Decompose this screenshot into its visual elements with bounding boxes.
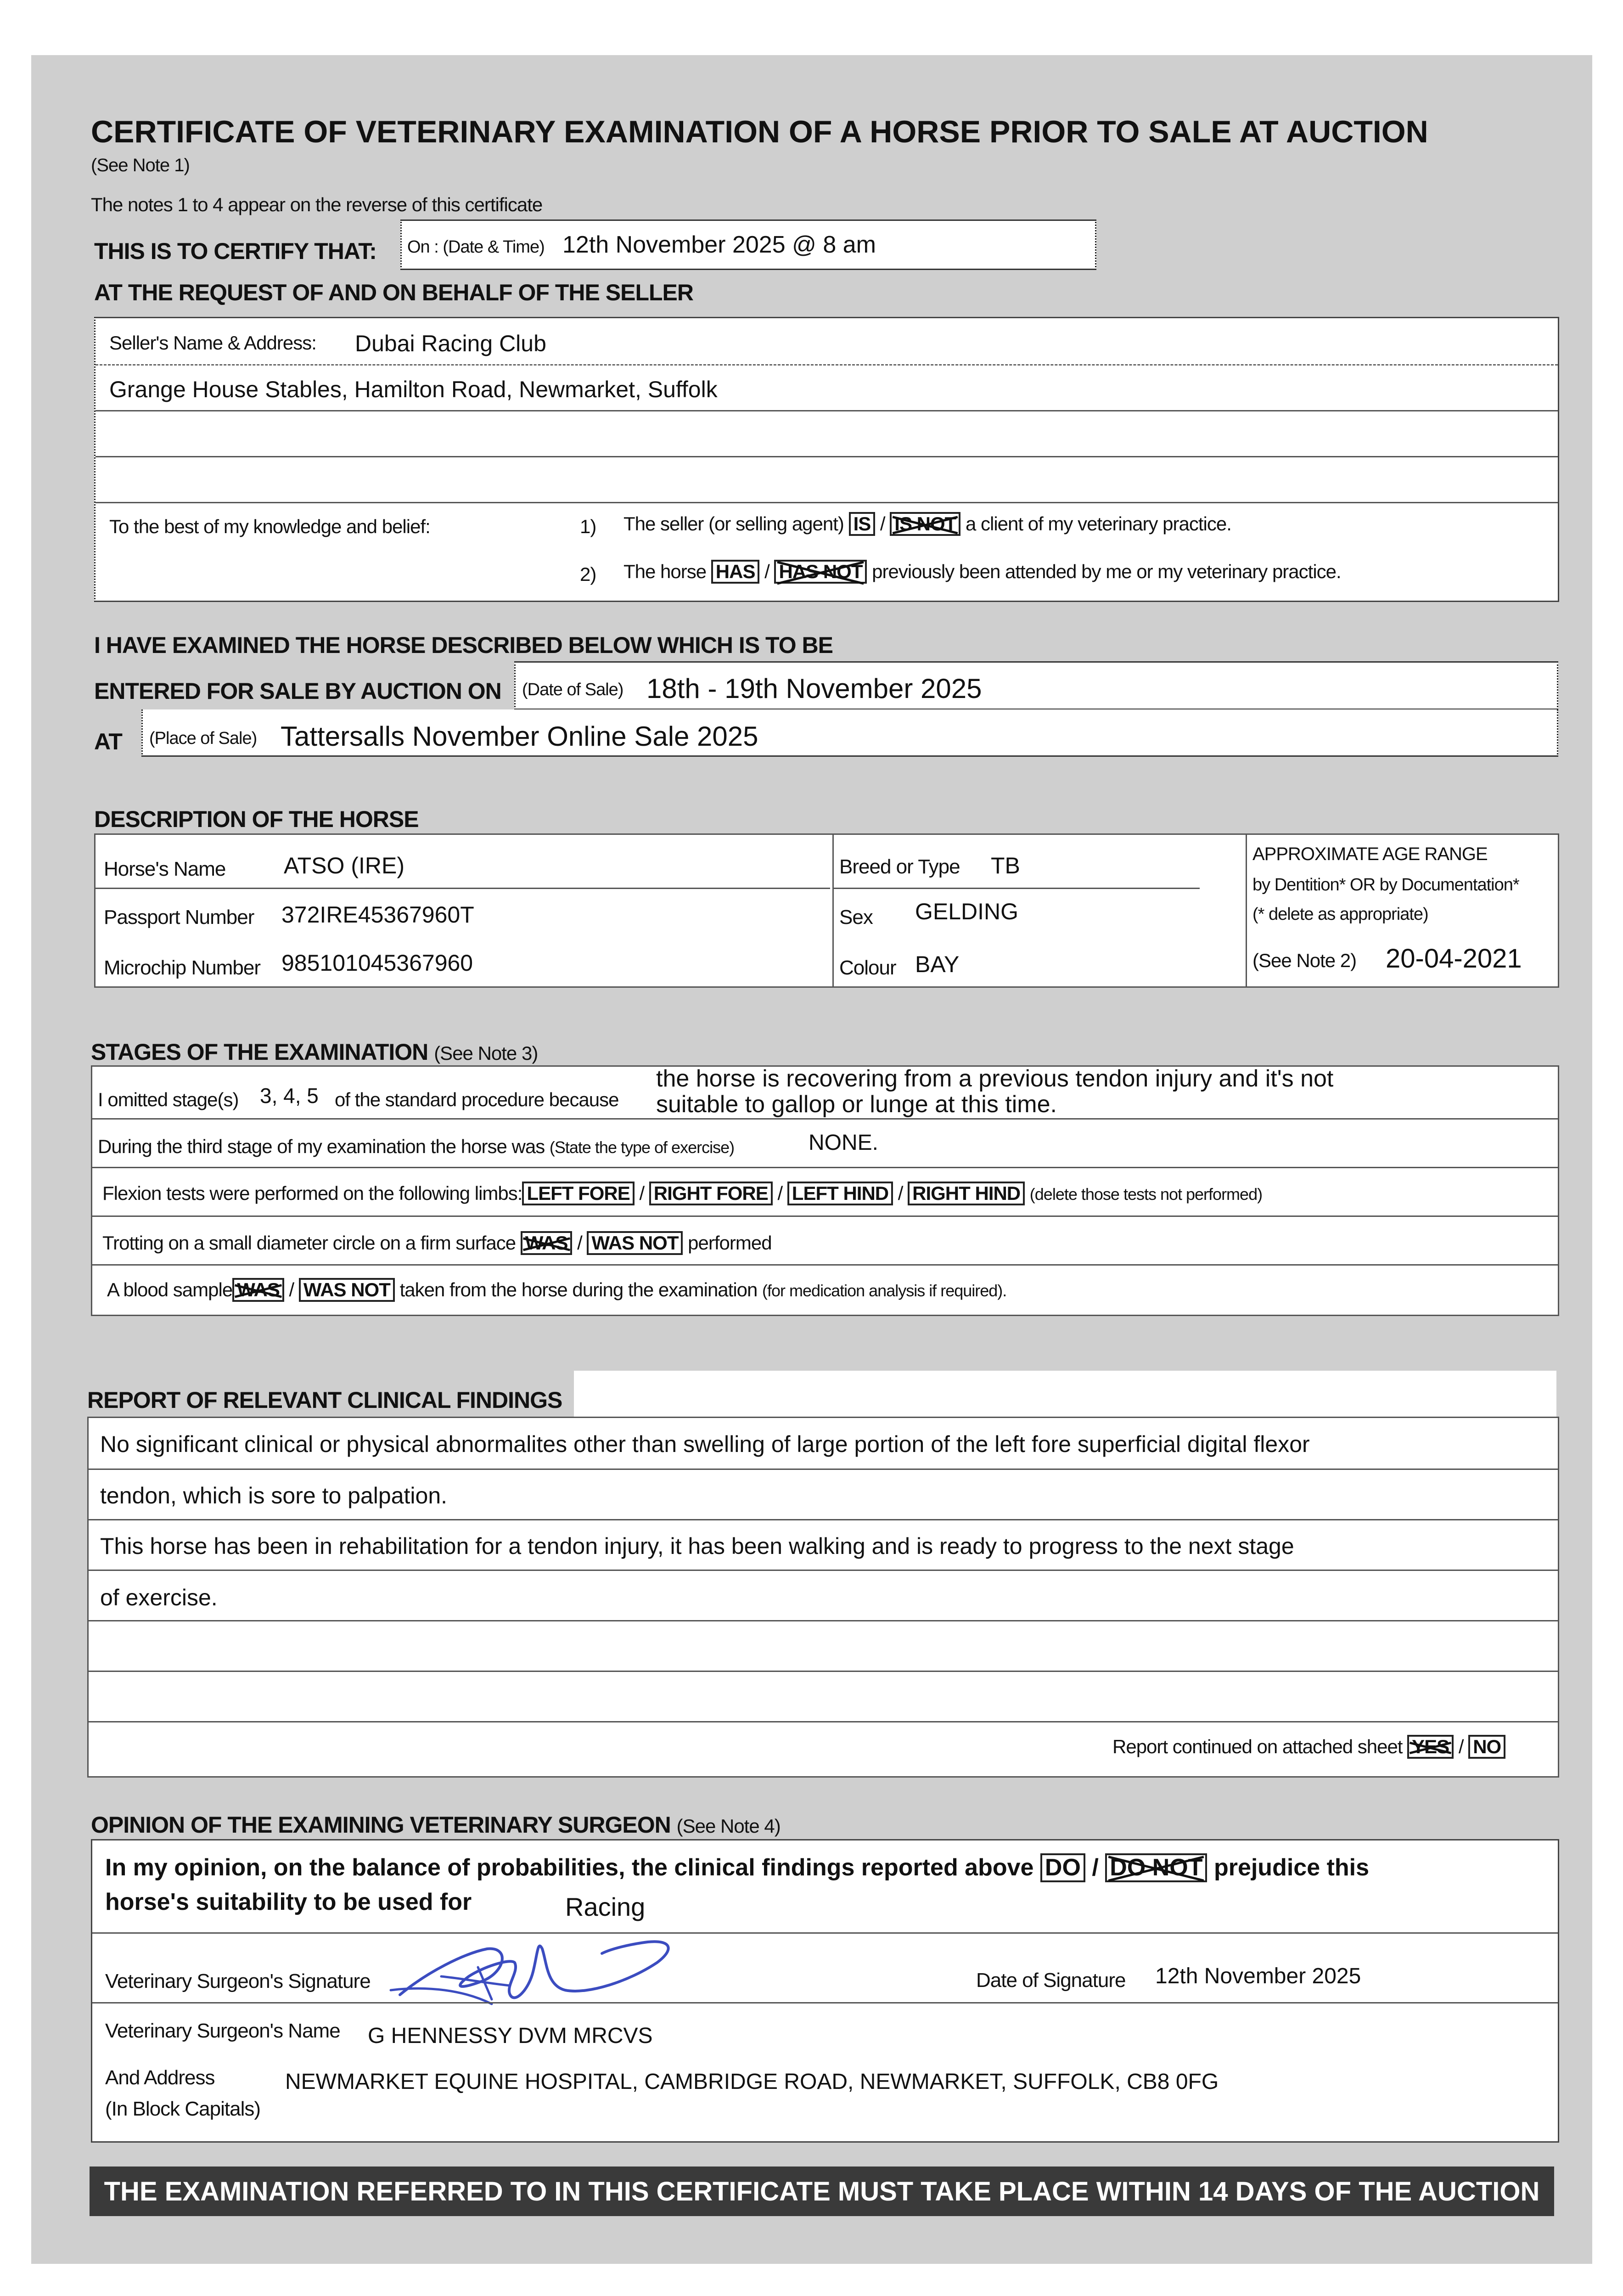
do-not-option-struck[interactable]: DO NOT <box>1105 1853 1207 1882</box>
report-continued-line: Report continued on attached sheet YES / NO <box>1112 1735 1505 1759</box>
surgeon-name: G HENNESSY DVM MRCVS <box>368 2024 653 2048</box>
third-stage-label: During the third stage of my examination the horse was <box>98 1136 545 1157</box>
trot-suffix: performed <box>688 1232 772 1254</box>
omitted-stages: 3, 4, 5 <box>260 1084 319 1108</box>
seller-address-line-1: Grange House Stables, Hamilton Road, Newmarket, Suffolk <box>109 377 718 402</box>
trot-was-not-option[interactable]: WAS NOT <box>587 1231 683 1255</box>
trot-was-option-struck[interactable]: WAS <box>521 1231 573 1255</box>
opinion-block <box>91 1839 1559 2143</box>
has-option[interactable]: HAS <box>711 560 760 584</box>
signature-date-label: Date of Signature <box>976 1969 1126 1992</box>
passport-number: 372IRE45367960T <box>281 902 474 928</box>
place-of-sale: Tattersalls November Online Sale 2025 <box>281 721 758 752</box>
finding-line-3: This horse has been in rehabilitation for a tendon injury, it has been walking and is ready to progress to the next stage <box>100 1533 1294 1559</box>
finding-line-2: tendon, which is sore to palpation. <box>100 1483 448 1508</box>
blood-sample-line: A blood sample WAS / WAS NOT taken from the horse during the examination (for medication analysis if required). <box>107 1278 1006 1302</box>
seller-block <box>94 317 1559 602</box>
has-not-option-struck[interactable]: HAS NOT <box>774 560 867 584</box>
stages-block <box>91 1065 1559 1316</box>
belief-label: To the best of my knowledge and belief: <box>109 516 430 537</box>
colour-label: Colour <box>839 957 896 979</box>
separator: / <box>898 1182 903 1204</box>
horse-name-label: Horse's Name <box>104 858 226 880</box>
age-delete-note: (* delete as appropriate) <box>1252 905 1428 924</box>
place-of-sale-label: (Place of Sale) <box>149 729 257 748</box>
limb-left-fore[interactable]: LEFT FORE <box>522 1182 634 1205</box>
entered-label: ENTERED FOR SALE BY AUCTION ON <box>94 678 501 704</box>
notes-text: The notes 1 to 4 appear on the reverse of this certificate <box>91 194 543 215</box>
stages-heading <box>91 1039 538 1065</box>
microchip-label: Microchip Number <box>104 957 260 979</box>
blood-note: (for medication analysis if required). <box>762 1281 1007 1300</box>
separator: / <box>639 1182 645 1204</box>
flexion-tests-line <box>102 1182 1262 1205</box>
limb-right-hind[interactable]: RIGHT HIND <box>908 1182 1025 1205</box>
signature-date: 12th November 2025 <box>1155 1964 1361 1988</box>
on-date-time-label: On : (Date & Time) <box>407 237 545 257</box>
horse-name: ATSO (IRE) <box>284 853 404 878</box>
opinion-note: (See Note 4) <box>676 1815 781 1837</box>
opinion-text: In my opinion, on the balance of probabilities, the clinical findings reported above <box>105 1854 1034 1881</box>
examined-label: I HAVE EXAMINED THE HORSE DESCRIBED BELOW WHICH IS TO BE <box>94 632 833 658</box>
date-of-sale-field[interactable] <box>514 661 1558 710</box>
colour-value: BAY <box>915 951 960 977</box>
item-1-text: The seller (or selling agent) <box>623 513 844 535</box>
continued-no-option[interactable]: NO <box>1468 1735 1505 1759</box>
opinion-heading <box>91 1812 781 1838</box>
date-of-sale: 18th - 19th November 2025 <box>646 673 982 704</box>
finding-line-4: of exercise. <box>100 1585 218 1610</box>
trot-label: Trotting on a small diameter circle on a firm surface <box>102 1232 516 1254</box>
signature-image <box>372 1921 703 2027</box>
findings-block <box>87 1417 1559 1778</box>
seller-name: Dubai Racing Club <box>355 331 546 356</box>
continued-yes-option-struck[interactable]: YES <box>1407 1735 1454 1759</box>
blood-was-not-option[interactable]: WAS NOT <box>299 1278 395 1302</box>
third-stage-exercise: NONE. <box>809 1131 879 1155</box>
breed-label: Breed or Type <box>839 855 960 878</box>
omitted-reason-line-2: suitable to gallop or lunge at this time. <box>656 1091 1057 1118</box>
age-see-note-2: (See Note 2) <box>1252 950 1357 971</box>
blood-suffix: taken from the horse during the examination <box>399 1279 758 1300</box>
at-label: AT <box>94 729 122 754</box>
flexion-label: Flexion tests were performed on the following limbs: <box>102 1182 522 1204</box>
surgeon-address: NEWMARKET EQUINE HOSPITAL, CAMBRIDGE ROAD, NEWMARKET, SUFFOLK, CB8 0FG <box>285 2070 1219 2094</box>
omitted-because-label: of the standard procedure because <box>335 1089 619 1110</box>
item-1-number: 1) <box>580 516 596 537</box>
exam-datetime: 12th November 2025 @ 8 am <box>562 231 876 258</box>
third-stage-hint: (State the type of exercise) <box>549 1138 735 1157</box>
limb-right-fore[interactable]: RIGHT FORE <box>649 1182 773 1205</box>
findings-heading: REPORT OF RELEVANT CLINICAL FINDINGS <box>87 1387 562 1413</box>
sex-value: GELDING <box>915 899 1019 924</box>
signature-label: Veterinary Surgeon's Signature <box>105 1970 371 1992</box>
opinion-line-2: horse's suitability to be used for <box>105 1889 472 1915</box>
seller-client-statement: The seller (or selling agent) IS / IS NOT a client of my veterinary practice. <box>623 512 1231 536</box>
description-table <box>94 833 1559 988</box>
certify-field[interactable] <box>400 219 1096 270</box>
age-range-heading: APPROXIMATE AGE RANGE <box>1252 844 1488 864</box>
findings-heading-field <box>574 1371 1556 1417</box>
flexion-note: (delete those tests not performed) <box>1029 1185 1263 1204</box>
item-2-text: The horse <box>623 561 707 582</box>
is-not-option-struck[interactable]: IS NOT <box>890 512 960 536</box>
surgeon-name-label: Veterinary Surgeon's Name <box>105 2020 340 2042</box>
age-range-method: by Dentition* OR by Documentation* <box>1252 875 1519 895</box>
third-stage-line <box>98 1136 734 1158</box>
is-option[interactable]: IS <box>849 512 876 536</box>
stages-note: (See Note 3) <box>434 1042 538 1064</box>
trotting-line: Trotting on a small diameter circle on a firm surface WAS / WAS NOT performed <box>102 1231 772 1255</box>
passport-label: Passport Number <box>104 906 254 929</box>
horse-attended-statement: The horse HAS / HAS NOT previously been attended by me or my veterinary practice. <box>623 560 1341 584</box>
certificate-title: CERTIFICATE OF VETERINARY EXAMINATION OF A HORSE PRIOR TO SALE AT AUCTION <box>91 114 1428 149</box>
sex-label: Sex <box>839 906 873 929</box>
omitted-reason-line-1: the horse is recovering from a previous tendon injury and it's not <box>656 1065 1334 1092</box>
do-option[interactable]: DO <box>1040 1853 1085 1882</box>
item-2-suffix: previously been attended by me or my veterinary practice. <box>872 561 1341 582</box>
certify-label: THIS IS TO CERTIFY THAT: <box>94 238 376 264</box>
age-value: 20-04-2021 <box>1386 944 1522 974</box>
stages-heading-text: STAGES OF THE EXAMINATION <box>91 1039 428 1065</box>
breed-value: TB <box>991 853 1020 878</box>
item-2-number: 2) <box>580 563 596 585</box>
opinion-text-suffix: prejudice this <box>1213 1854 1370 1881</box>
address-label: And Address <box>105 2066 215 2089</box>
intended-use: Racing <box>565 1892 646 1921</box>
request-label: AT THE REQUEST OF AND ON BEHALF OF THE SELLER <box>94 280 693 305</box>
opinion-statement: In my opinion, on the balance of probabilities, the clinical findings reported above DO / DO NOT prejudice this <box>105 1853 1369 1882</box>
blood-was-option-struck[interactable]: WAS <box>232 1278 284 1302</box>
opinion-heading-text: OPINION OF THE EXAMINING VETERINARY SURGEON <box>91 1812 671 1838</box>
limb-left-hind[interactable]: LEFT HIND <box>787 1182 893 1205</box>
address-block-capitals: (In Block Capitals) <box>105 2098 261 2120</box>
blood-label: A blood sample <box>107 1279 233 1300</box>
seller-name-label: Seller's Name & Address: <box>109 332 316 354</box>
omitted-label: I omitted stage(s) <box>98 1089 239 1110</box>
finding-line-1: No significant clinical or physical abnormalites other than swelling of large portion of the left fore superficial digital flexor <box>100 1431 1310 1457</box>
date-of-sale-label: (Date of Sale) <box>522 680 623 699</box>
separator: / <box>777 1182 783 1204</box>
description-heading: DESCRIPTION OF THE HORSE <box>94 806 419 832</box>
item-1-suffix: a client of my veterinary practice. <box>965 513 1231 535</box>
footer-banner: THE EXAMINATION REFERRED TO IN THIS CERTIFICATE MUST TAKE PLACE WITHIN 14 DAYS OF THE AUCTION <box>90 2167 1554 2216</box>
microchip-number: 985101045367960 <box>281 950 473 976</box>
see-note-1: (See Note 1) <box>91 155 190 175</box>
report-continued-label: Report continued on attached sheet <box>1112 1736 1403 1757</box>
place-of-sale-field[interactable] <box>141 709 1558 757</box>
